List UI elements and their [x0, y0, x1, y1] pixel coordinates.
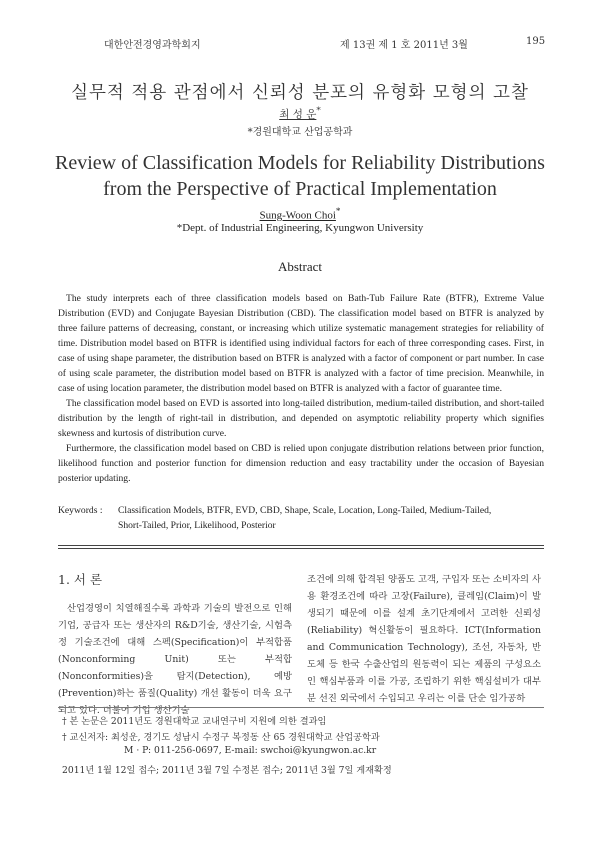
korean-affiliation: *경원대학교 산업공학과	[247, 127, 353, 138]
divider-rule	[58, 548, 544, 549]
keywords-label: Keywords :	[58, 505, 103, 516]
abstract-body	[58, 291, 544, 486]
abstract-paragraph-3: Furthermore, the classification model based on CBD is relied upon conjugate distribution relations between prior function, likelihood function and posterior function for dimension reduction and easy tractability under the occasion of Bayesian posterior updating.	[58, 443, 544, 484]
footnote-rule	[58, 707, 544, 708]
english-title-line1: Review of Classification Models for Reliability Distributions	[55, 152, 545, 174]
issue-info: 제 13권 제 1 호 2011년 3월	[340, 40, 468, 51]
keywords	[58, 503, 548, 531]
body-column-left	[58, 600, 292, 719]
korean-author-mark: *	[316, 106, 321, 116]
abstract-paragraph-2: The classification model based on EVD is assorted into long-tailed distribution, medium-tailed distribution, and short-tailed distribution by the length of right-tail in distribution, and depended on asymptotic reliability property which signifies skewness and kurtosis of distribution curve.	[58, 398, 544, 439]
journal-name: 대한안전경영과학회지	[104, 40, 201, 51]
footnote-dates: 2011년 1월 12일 접수; 2011년 3월 7일 수정본 접수; 2011년 3월 7일 게재확정	[62, 765, 392, 776]
korean-author-name: 최 성 운	[279, 108, 317, 121]
footnote-corresponding-author: † 교신저자: 최성운, 경기도 성남시 수정구 복정동 산 65 경원대학교 산업공학과	[62, 732, 380, 743]
body-paragraph-left: 산업경영이 치열해질수록 과학과 기술의 발전으로 인해 기업, 공급자 또는 생산자의 R&D기술, 생산기술, 시험측정 기술조건에 대해 스펙(Specification)이 부적합품(Nonconforming Unit) 또는 부적합(Nonconformities)을 탐지(Detection), 예방(Prevention)하는 품질(Quality) 개선 활동이 더욱 요구되고 있다. 더불어 기업 생산기술	[58, 603, 292, 716]
keywords-line-2: Short-Tailed, Prior, Likelihood, Posterior	[118, 520, 276, 531]
english-author-name: Sung-Woon Choi	[259, 209, 336, 222]
footnote-contact: M · P: 011-256-0697, E-mail: swchoi@kyungwon.ac.kr	[124, 745, 377, 756]
korean-author	[0, 106, 600, 122]
english-author-mark: *	[335, 206, 341, 216]
footnote-funding: † 본 논문은 2011년도 경원대학교 교내연구비 지원에 의한 결과임	[62, 716, 327, 727]
korean-title: 실무적 적용 관점에서 신뢰성 분포의 유형화 모형의 고찰	[71, 83, 529, 103]
section-heading: 1. 서 론	[58, 572, 103, 587]
english-affiliation: *Dept. of Industrial Engineering, Kyungwon University	[176, 222, 424, 234]
abstract-heading: Abstract	[277, 259, 323, 274]
keywords-list	[118, 503, 548, 533]
keywords-line-1: Classification Models, BTFR, EVD, CBD, Shape, Scale, Location, Long-Tailed, Medium-Tailed,	[118, 505, 492, 516]
body-paragraph-right: 조건에 의해 합격된 양품도 고객, 구입자 또는 소비자의 사용 환경조건에 따라 고장(Failure), 클레임(Claim)이 발생되기 때문에 이를 설계 초기단계에서 고려한 신뢰성(Reliability) 혁신활동이 필요하다. ICT(Information and Communication Technology), 조선, 자동차, 반도체 등 한국 수출산업의 원동력이 되는 제품의 구성요소인 핵심부품과 이를 가공, 조립하기 위한 핵심설비가 대부분 선진 외국에서 수입되고 우리는 이를 단순 임가공하	[307, 574, 541, 704]
english-author	[0, 206, 600, 222]
abstract-paragraph-1: The study interprets each of three classification models based on Bath-Tub Failure Rate (BTFR), Extreme Value Distribution (EVD) and Conjugate Bayesian Distribution (CBD). The classification model based on BTFR is analyzed by three failure patterns of decreasing, constant, or increasing which utilize systematic management strategies for reliability of time. Distribution model based on BTFR is identified using individual factors for each of three corresponding cases. First, in case of using shape parameter, the distribution based on BTFR is analyzed with a factor of component or part number. In case of using scale parameter, the distribution model based on BTFR is analyzed with a factor of time precision. Meanwhile, in case of using location parameter, the distribution model based on BTFR is analyzed with a factor of guarantee time.	[58, 293, 544, 394]
body-column-right	[307, 571, 541, 707]
divider-rule	[58, 545, 544, 546]
page-number: 195	[526, 36, 546, 47]
english-title-line2: from the Perspective of Practical Implementation	[103, 178, 497, 200]
